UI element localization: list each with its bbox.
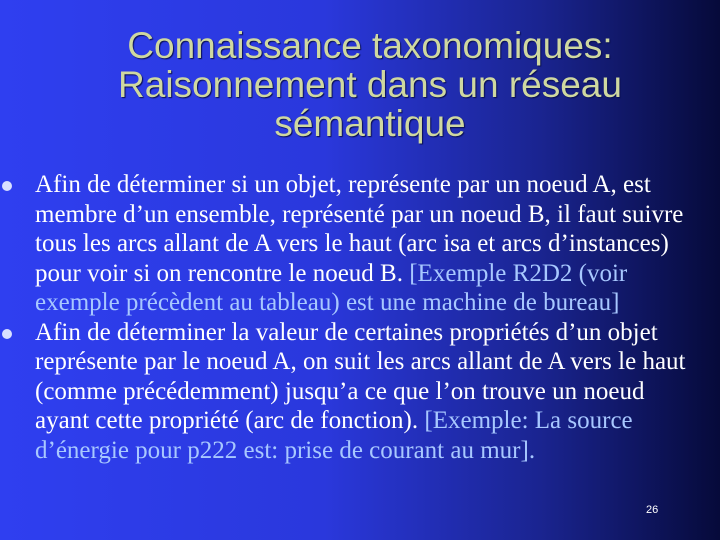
bullet-list xyxy=(2,170,702,465)
bullet-item-1 xyxy=(2,170,702,318)
bullet-text-1: Afin de déterminer si un objet, représente par un noeud A, est membre d’un ensemble, représenté par un noeud B, il faut suivre tous les arcs allant de A vers le haut (arc isa et arcs d’instances) pour voir si on rencontre le noeud B. xyxy=(35,171,684,287)
bullet-example-1: [Exemple R2D2 (voir exemple précèdent au tableau) est une machine de bureau] xyxy=(35,259,628,316)
bullet-dot-icon xyxy=(2,329,12,339)
bullet-dot-icon xyxy=(2,181,12,191)
slide-title xyxy=(40,26,700,143)
title-line-1: Connaissance taxonomiques: xyxy=(127,25,613,66)
title-line-3: sémantique xyxy=(274,103,466,144)
bullet-item-2 xyxy=(2,318,702,466)
title-line-2: Raisonnement dans un réseau xyxy=(118,64,622,105)
bullet-example-2: [Exemple: La source d’énergie pour p222 est: prise de courant au mur]. xyxy=(35,407,633,464)
bullet-text-2: Afin de déterminer la valeur de certaines propriétés d’un objet représente par le noeud A, on suit les arcs allant de A vers le haut (comme précédemment) jusqu’a ce que l’on trouve un noeud ayant cette propriété (arc de fonction). xyxy=(35,318,686,434)
page-number: 26 xyxy=(646,504,659,516)
